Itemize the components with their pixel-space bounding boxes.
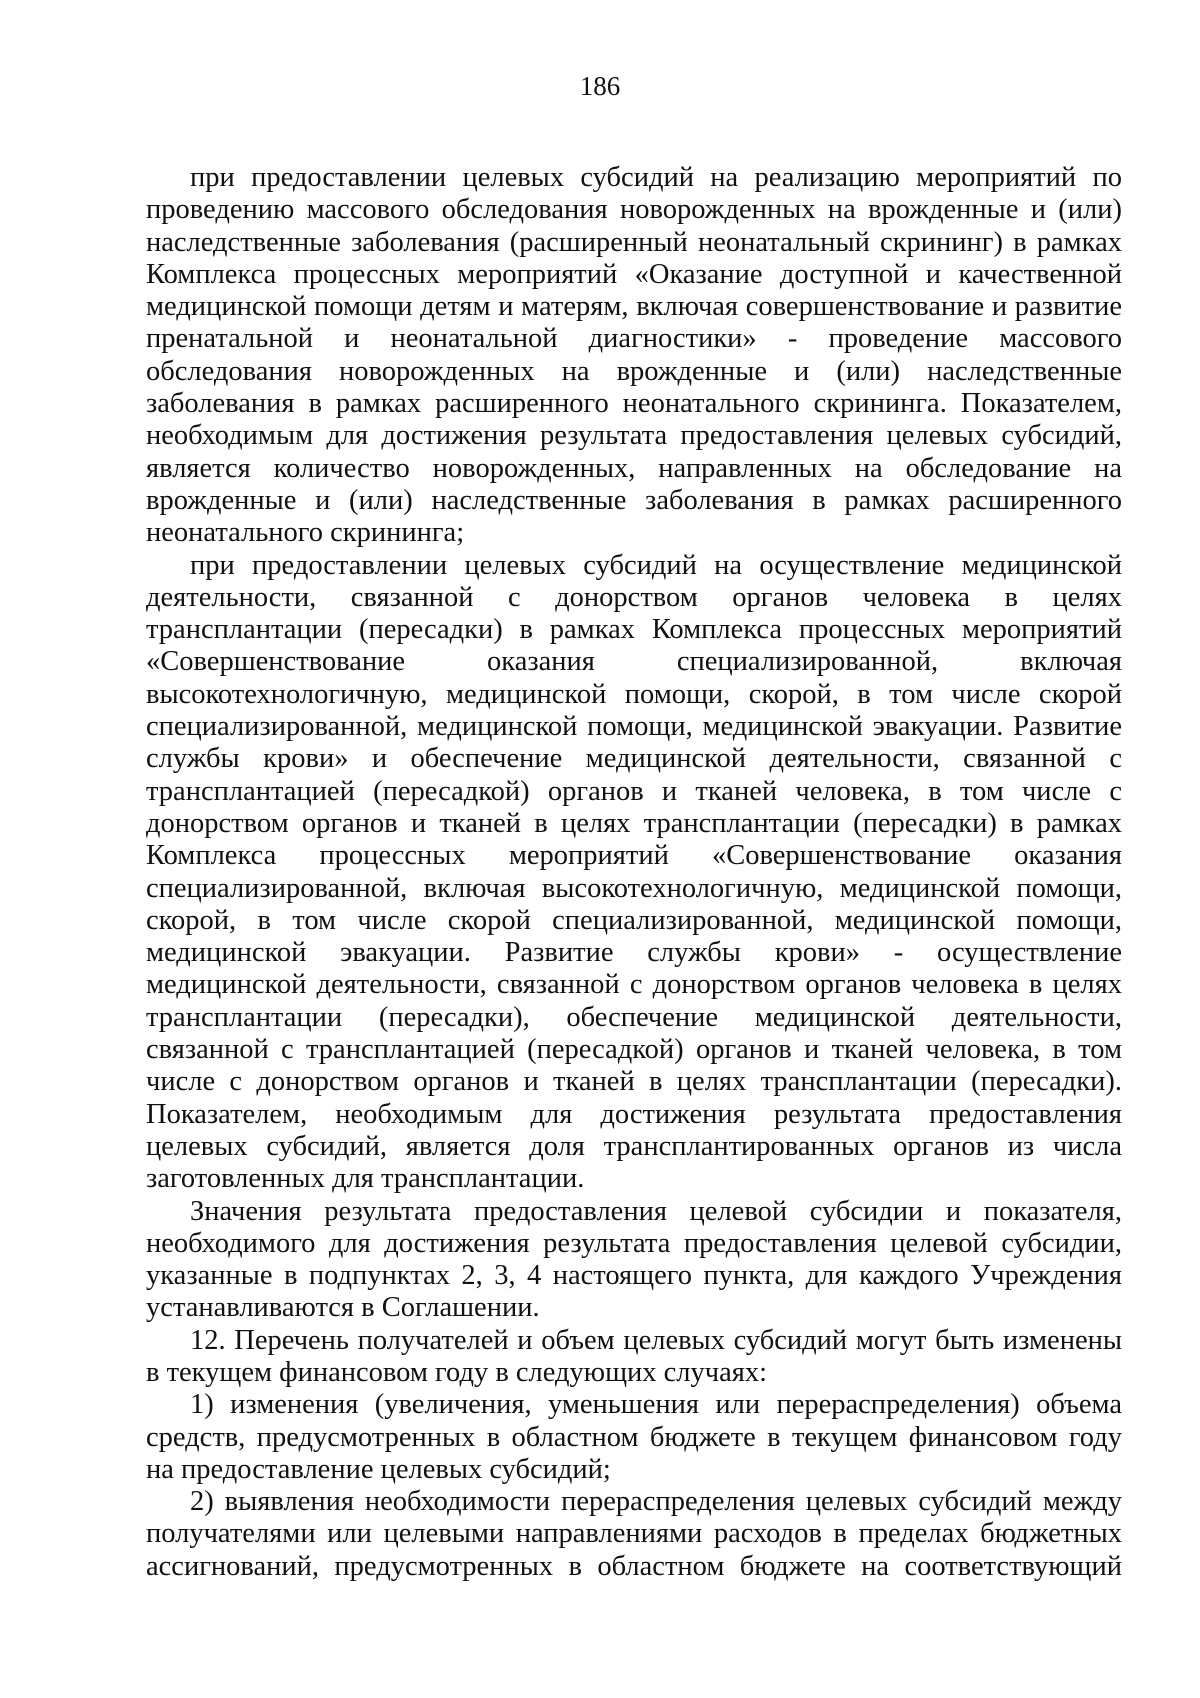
page-number: 186 xyxy=(579,71,621,101)
paragraph-result-values: Значения результата предоставления целевой субсидии и показателя, необходимого для достижения результата предоставления целевой субсидии, указанные в подпунктах 2, 3, 4 настоящего пункта, для каждого Учреждения устанавливаются в Соглашении. xyxy=(146,1195,1122,1324)
body-text xyxy=(146,162,1122,1583)
paragraph-organ-donation: при предоставлении целевых субсидий на осуществление медицинской деятельности, связанной с донорством органов человека в целях трансплантации (пересадки) в рамках Комплекса процессных мероприятий «Совершенствование оказания специализированной, включая высокотехнологичную, медицинской помощи, скорой, в том числе скорой специализированной, медицинской помощи, медицинской эвакуации. Развитие службы крови» и обеспечение медицинской деятельности, связанной с трансплантацией (пересадкой) органов и тканей человека, в том числе с донорством органов и тканей в целях трансплантации (пересадки) в рамках Комплекса процессных мероприятий «Совершенствование оказания специализированной, включая высокотехнологичную, медицинской помощи, скорой, в том числе скорой специализированной, медицинской помощи, медицинской эвакуации. Развитие службы крови» - осуществление медицинской деятельности, связанной с донорством органов человека в целях трансплантации (пересадки), обеспечение медицинской деятельности, связанной с трансплантацией (пересадкой) органов и тканей человека, в том числе с донорством органов и тканей в целях трансплантации (пересадки). Показателем, необходимым для достижения результата предоставления целевых субсидий, является доля трансплантированных органов из числа заготовленных для трансплантации. xyxy=(146,549,1122,1195)
paragraph-clause-12: 12. Перечень получателей и объем целевых субсидий могут быть изменены в текущем финансовом году в следующих случаях: xyxy=(146,1324,1122,1388)
paragraph-neonatal-screening: при предоставлении целевых субсидий на реализацию мероприятий по проведению массового обследования новорожденных на врожденные и (или) наследственные заболевания (расширенный неонатальный скрининг) в рамках Комплекса процессных мероприятий «Оказание доступной и качественной медицинской помощи детям и матерям, включая совершенствование и развитие пренатальной и неонатальной диагностики» - проведение массового обследования новорожденных на врожденные и (или) наследственные заболевания в рамках расширенного неонатального скрининга. Показателем, необходимым для достижения результата предоставления целевых субсидий, является количество новорожденных, направленных на обследование на врожденные и (или) наследственные заболевания в рамках расширенного неонатального скрининга; xyxy=(146,162,1122,549)
paragraph-subclause-1: 1) изменения (увеличения, уменьшения или перераспределения) объема средств, предусмотренных в областном бюджете в текущем финансовом году на предоставление целевых субсидий; xyxy=(146,1389,1122,1485)
paragraph-subclause-2: 2) выявления необходимости перераспределения целевых субсидий между получателями или целевыми направлениями расходов в пределах бюджетных ассигнований, предусмотренных в областном бюджете на соответствующий xyxy=(146,1486,1122,1582)
